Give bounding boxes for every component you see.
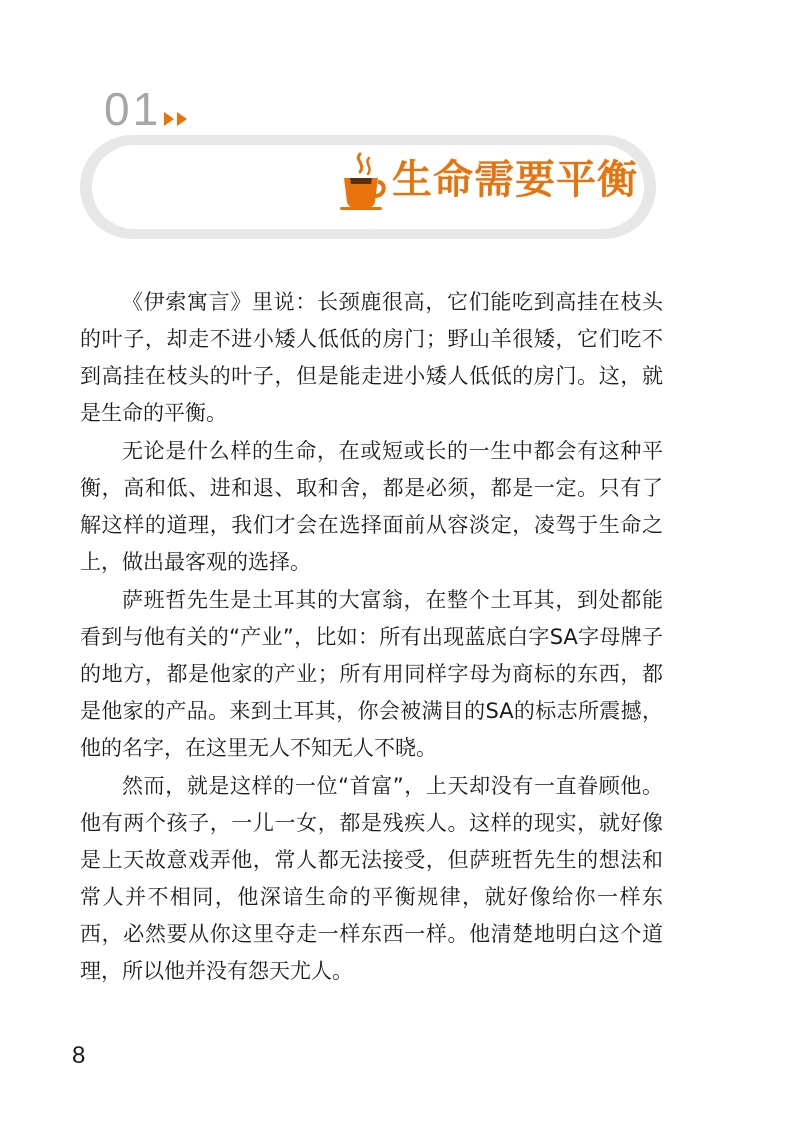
paragraph: 无论是什么样的生命，在或短或长的一生中都会有这种平衡，高和低、进和退、取和舍，都是必须，都是一定。只有了解这样的道理，我们才会在选择面前从容淡定，凌驾于生命之上，做出最客观的选择。 (80, 439, 663, 574)
chapter-number: 01 (104, 83, 162, 135)
chapter-title: 生命需要平衡 (392, 157, 638, 203)
paragraph: 《伊索寓言》里说：长颈鹿很高，它们能吃到高挂在枝头的叶子，却走不进小矮人低低的房门；野山羊很矮，它们吃不到高挂在枝头的叶子，但是能走进小矮人低低的房门。这，就是生命的平衡。 (80, 290, 663, 425)
coffee-cup-icon (338, 150, 388, 212)
double-arrow-icon (162, 110, 192, 128)
paragraph: 然而，就是这样的一位“首富”，上天却没有一直眷顾他。他有两个孩子，一儿一女，都是残疾人。这样的现实，就好像是上天故意戏弄他，常人都无法接受，但萨班哲先生的想法和常人并不相同，他深谙生命的平衡规律，就好像给你一样东西，必然要从你这里夺走一样东西一样。他清楚地明白这个道理，所以他并没有怨天尤人。 (80, 774, 663, 983)
paragraph: 萨班哲先生是土耳其的大富翁，在整个土耳其，到处都能看到与他有关的“产业”，比如：所有出现蓝底白字SA字母牌子的地方，都是他家的产业；所有用同样字母为商标的东西，都是他家的产品。来到土耳其，你会被满目的SA的标志所震撼，他的名字，在这里无人不知无人不晓。 (80, 588, 663, 760)
page-number: 8 (72, 1042, 86, 1069)
body-text (80, 284, 663, 991)
